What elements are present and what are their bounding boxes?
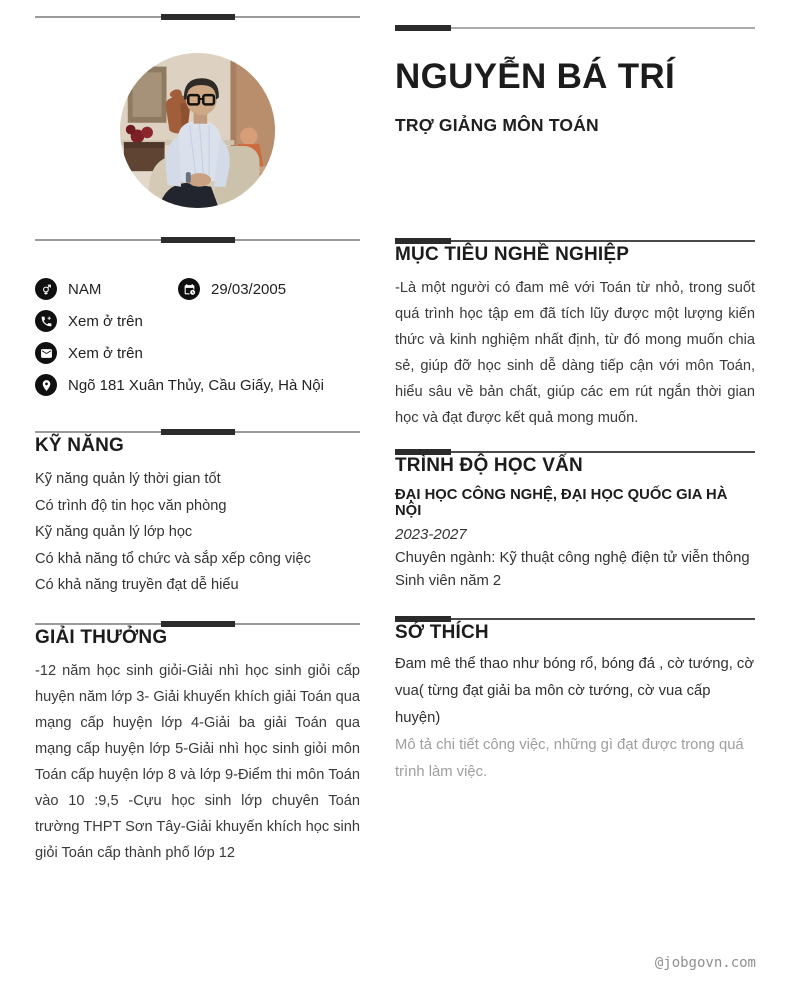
divider-accent-bar	[395, 449, 451, 455]
objective-text: -Là một người có đam mê với Toán từ nhỏ, trong suốt quá trình học tập em đã tích lũy được một lượng kiến thức và kinh nghiệm nhất định, từ đó mong muốn chia sẻ, giúp đỡ học sinh dễ dàng tiếp cận với môn Toán, hiểu sâu về bản chất, giúp các em rút ngắn thời gian học và đạt được kết quả mong muốn.	[395, 280, 755, 426]
job-title: TRỢ GIẢNG MÔN TOÁN	[395, 115, 599, 135]
calendar-clock-icon	[178, 278, 200, 300]
gender-field	[35, 278, 178, 300]
hobbies-placeholder-text: Mô tả chi tiết công việc, những gì đạt được trong quá trình làm việc.	[395, 737, 744, 780]
dob-field	[178, 278, 286, 300]
skills-section	[35, 435, 360, 599]
divider	[395, 238, 755, 244]
email-icon	[35, 342, 57, 364]
awards-section	[35, 627, 360, 866]
candidate-name: NGUYỄN BÁ TRÍ	[395, 57, 676, 96]
site-watermark: @jobgovn.com	[654, 955, 756, 971]
contact-row-gender-dob	[35, 278, 360, 300]
skills-list	[35, 466, 360, 599]
address-field	[35, 374, 360, 396]
divider-accent-bar	[161, 14, 235, 20]
left-column	[35, 0, 360, 866]
address-value: Ngõ 181 Xuân Thủy, Cầu Giấy, Hà Nội	[68, 376, 324, 394]
divider	[395, 25, 755, 31]
profile-photo-illustration	[120, 53, 275, 208]
divider	[35, 14, 360, 20]
education-status: Sinh viên năm 2	[395, 573, 502, 589]
objective-section	[395, 244, 755, 431]
education-section	[395, 455, 755, 589]
divider	[395, 616, 755, 622]
phone-field	[35, 310, 360, 332]
right-column	[395, 0, 755, 866]
gender-value: NAM	[68, 280, 102, 298]
education-major: Chuyên ngành: Kỹ thuật công nghệ điện tử viễn thông	[395, 550, 750, 566]
phone-value: Xem ở trên	[68, 312, 143, 330]
email-value: Xem ở trên	[68, 344, 143, 362]
education-school: ĐẠI HỌC CÔNG NGHỆ, ĐẠI HỌC QUỐC GIA HÀ NỘI	[395, 487, 728, 519]
skill-item: Kỹ năng quản lý thời gian tốt	[35, 471, 221, 487]
divider-accent-bar	[395, 238, 451, 244]
objective-heading: MỤC TIÊU NGHỀ NGHIỆP	[395, 244, 630, 265]
skill-item: Có khả năng truyền đạt dễ hiểu	[35, 577, 239, 593]
divider	[35, 237, 360, 243]
dob-value: 29/03/2005	[211, 280, 287, 298]
skills-heading: KỸ NĂNG	[35, 435, 125, 456]
divider	[35, 621, 360, 627]
skill-item: Có trình độ tin học văn phòng	[35, 497, 227, 514]
phone-icon	[35, 310, 57, 332]
profile-photo	[120, 53, 275, 208]
email-field	[35, 342, 360, 364]
divider-accent-bar	[395, 25, 451, 31]
hobbies-heading: SỞ THÍCH	[395, 622, 489, 643]
awards-heading: GIẢI THƯỞNG	[35, 626, 168, 648]
education-heading: TRÌNH ĐỘ HỌC VẤN	[395, 455, 583, 476]
divider-accent-bar	[395, 616, 451, 622]
divider-accent-bar	[161, 237, 235, 243]
skill-item: Kỹ năng quản lý lớp học	[35, 524, 193, 540]
hobbies-text: Đam mê thể thao như bóng rổ, bóng đá , cờ tướng, cờ vua( từng đạt giải ba môn cờ tướng, cờ vua cấp huyện)	[395, 656, 755, 726]
divider-accent-bar	[161, 621, 235, 627]
divider-accent-bar	[161, 429, 235, 435]
skill-item: Có khả năng tổ chức và sắp xếp công việc	[35, 550, 311, 567]
divider	[35, 429, 360, 435]
gender-icon	[35, 278, 57, 300]
hobbies-section	[395, 622, 755, 786]
location-pin-icon	[35, 374, 57, 396]
education-years: 2023-2027	[395, 526, 467, 543]
contact-info	[35, 278, 360, 396]
awards-text: -12 năm học sinh giỏi-Giải nhì học sinh giỏi cấp huyện năm lớp 3- Giải khuyến khích giải Toán qua mạng cấp huyện lớp 4-Giải ba giải Toán qua mạng cấp huyện lớp 5-Giải nhì học sinh giỏi môn Toán cấp huyện lớp 8 và lớp 9-Điểm thi môn Toán vào 10 :9,5 -Cựu học sinh lớp chuyên Toán trường THPT Sơn Tây-Giải khuyến khích học sinh giỏi Toán cấp thành phố lớp 12	[35, 662, 360, 861]
divider	[395, 449, 755, 455]
